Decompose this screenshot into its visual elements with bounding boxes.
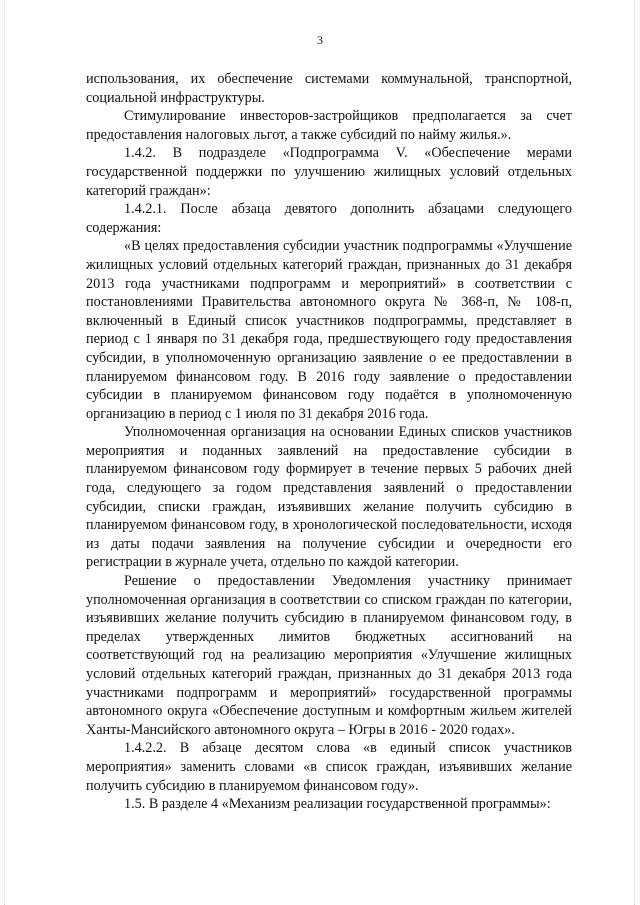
- paragraph: Решение о предоставлении Уведомления участнику принимает уполномоченная организация в соответствии со списком граждан по категории, изъявивших желание получить субсидию в планируемом финансовом году, в пределах утвержденных лимитов бюджетных ассигнований на соответствующий год на реализацию мероприятия «Улучшение жилищных условий отдельных категорий граждан, признанных до 31 декабря 2013 года участниками подпрограмм и мероприятий» государственной программы автономного округа «Обеспечение доступным и комфортным жильем жителей Ханты-Мансийского автономного округа – Югры в 2016 - 2020 годах».: [86, 573, 572, 738]
- document-body: [86, 70, 572, 814]
- paragraph: 1.4.2. В подразделе «Подпрограмма V. «Обеспечение мерами государственной поддержки по улучшению жилищных условий отдельных категорий граждан»:: [86, 145, 572, 199]
- paragraph: 1.4.2.1. После абзаца девятого дополнить абзацами следующего содержания:: [86, 201, 572, 236]
- paragraph: «В целях предоставления субсидии участник подпрограммы «Улучшение жилищных условий отдельных категорий граждан, признанных до 31 декабря 2013 года участниками подпрограмм и мероприятий» в соответствии с постановлениями Правительства автономного округа № 368-п, № 108-п, включенный в Единый список участников подпрограммы, представляет в период с 1 января по 31 декабря года, предшествующего году предоставления субсидии, в уполномоченную организацию заявление о ее предоставлении в планируемом финансовом году. В 2016 году заявление о предоставлении субсидии в планируемом финансовом году подаётся в уполномоченную организацию в период с 1 июля по 31 декабря 2016 года.: [86, 238, 572, 422]
- scan-right-edge: [634, 0, 635, 905]
- paragraph: 1.4.2.2. В абзаце десятом слова «в единый список участников мероприятия» заменить словами «в список граждан, изъявивших желание получить субсидию в планируемом финансовом году».: [86, 740, 572, 794]
- paragraph: Стимулирование инвесторов-застройщиков предполагается за счет предоставления налоговых льгот, а также субсидий по найму жилья.».: [86, 108, 572, 143]
- page-number: 3: [317, 33, 323, 47]
- scan-left-edge: [4, 0, 5, 905]
- paragraph: использования, их обеспечение системами коммунальной, транспортной, социальной инфраструктуры.: [86, 71, 572, 106]
- paragraph: Уполномоченная организация на основании Единых списков участников мероприятия и поданных заявлений на предоставление субсидии в планируемом финансовом году формирует в течение первых 5 рабочих дней года, следующего за годом представления заявлений о предоставлении субсидии, списки граждан, изъявивших желание получить субсидию в планируемом финансовом году, в хронологической последовательности, исходя из даты подачи заявления на получение субсидии и очередности его регистрации в журнале учета, отдельно по каждой категории.: [86, 424, 572, 571]
- paragraph: 1.5. В разделе 4 «Механизм реализации государственной программы»:: [124, 796, 551, 813]
